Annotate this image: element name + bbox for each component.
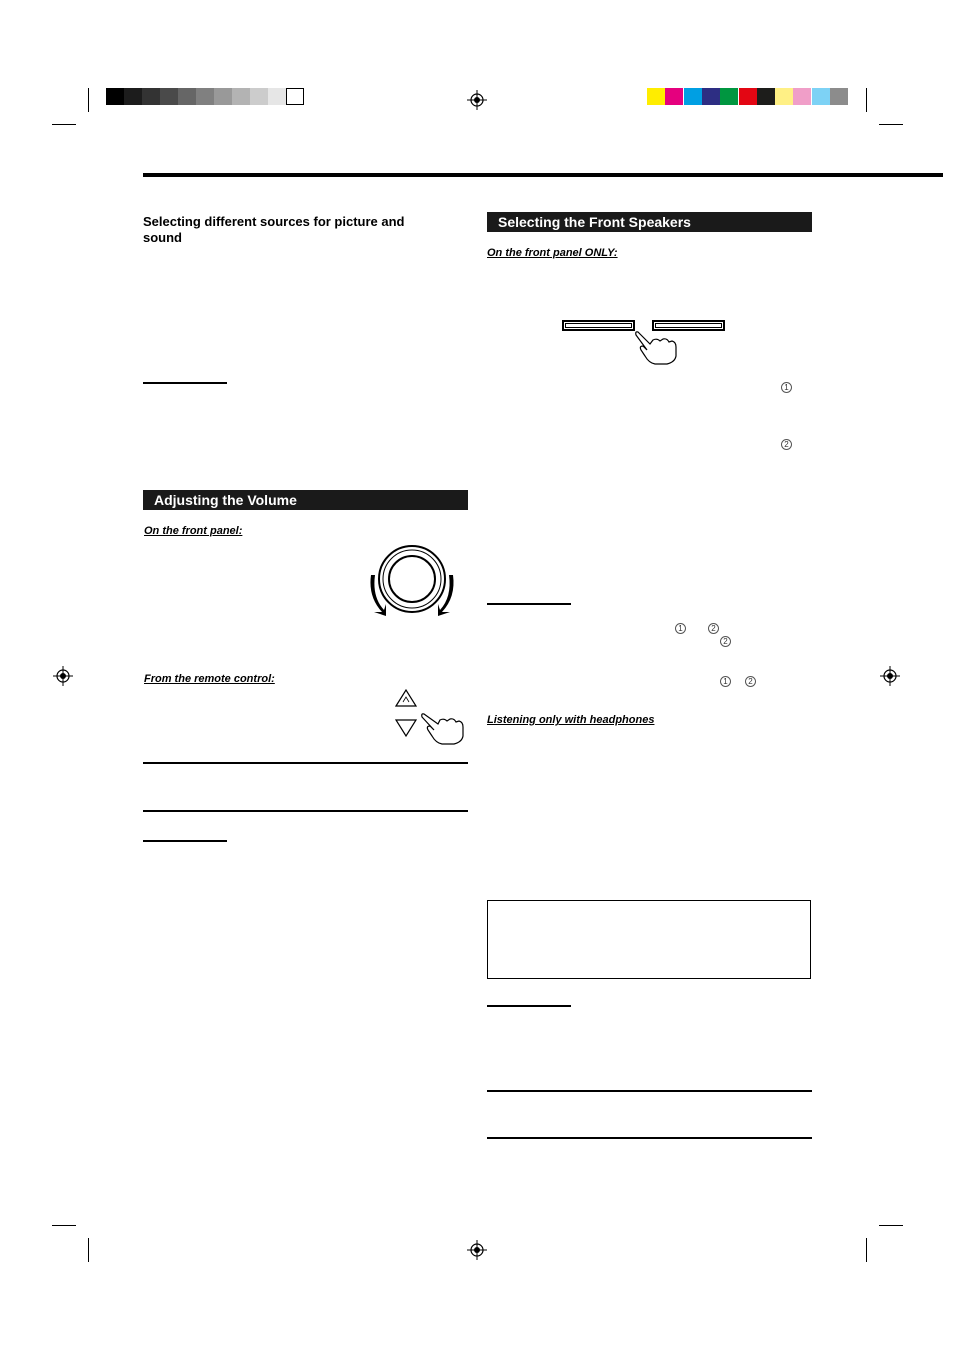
grayscale-swatch	[268, 88, 286, 105]
note-box	[487, 900, 811, 979]
front-panel-only-label: On the front panel ONLY:	[487, 247, 618, 259]
volume-knob-icon	[362, 542, 462, 617]
speakers-heading: Selecting the Front Speakers	[487, 212, 812, 232]
note-rule	[487, 603, 571, 605]
headphones-label: Listening only with headphones	[487, 714, 655, 726]
note-rule	[143, 840, 227, 842]
crop-mark	[866, 1238, 867, 1262]
grayscale-swatch	[160, 88, 178, 105]
color-swatch	[739, 88, 757, 105]
front-panel-label: On the front panel:	[144, 525, 243, 537]
pointing-hand-icon	[420, 708, 466, 746]
down-triangle-icon	[394, 718, 418, 738]
marker-1: 1	[675, 623, 686, 634]
grayscale-swatch	[178, 88, 196, 105]
marker-2: 2	[781, 439, 792, 450]
crop-mark	[52, 124, 76, 125]
grayscale-swatch	[124, 88, 142, 105]
marker-2: 2	[745, 676, 756, 687]
grayscale-swatch	[196, 88, 214, 105]
grayscale-swatch	[142, 88, 160, 105]
note-rule	[487, 1005, 571, 1007]
color-swatch	[647, 88, 665, 105]
registration-mark-icon	[467, 90, 487, 110]
grayscale-swatch	[214, 88, 232, 105]
grayscale-swatch	[250, 88, 268, 105]
speaker-button-1	[562, 320, 635, 331]
grayscale-swatch	[232, 88, 250, 105]
color-swatch	[720, 88, 738, 105]
pointing-hand-icon	[634, 330, 680, 368]
crop-mark	[52, 1225, 76, 1226]
registration-mark-icon	[880, 666, 900, 686]
grayscale-swatch	[106, 88, 124, 105]
crop-mark	[879, 124, 903, 125]
section-rule	[487, 1090, 812, 1092]
registration-mark-icon	[53, 666, 73, 686]
crop-mark	[879, 1225, 903, 1226]
sources-heading: Selecting different sources for picture and sound	[143, 214, 405, 245]
color-swatch	[665, 88, 683, 105]
marker-2: 2	[708, 623, 719, 634]
marker-1: 1	[720, 676, 731, 687]
page-top-rule	[143, 173, 943, 177]
section-rule	[143, 762, 468, 764]
section-rule	[143, 810, 468, 812]
grayscale-swatch	[286, 88, 304, 105]
color-swatch	[757, 88, 775, 105]
crop-mark	[866, 88, 867, 112]
note-rule	[143, 382, 227, 384]
volume-heading: Adjusting the Volume	[143, 490, 468, 510]
color-swatch	[793, 88, 811, 105]
color-swatch	[684, 88, 702, 105]
marker-2: 2	[720, 636, 731, 647]
crop-mark	[88, 88, 89, 112]
crop-mark	[88, 1238, 89, 1262]
section-rule	[487, 1137, 812, 1139]
color-swatch	[830, 88, 848, 105]
color-swatch	[775, 88, 793, 105]
registration-mark-icon	[467, 1240, 487, 1260]
remote-label: From the remote control:	[144, 673, 275, 685]
up-triangle-icon	[394, 688, 418, 708]
color-swatch	[702, 88, 720, 105]
marker-1: 1	[781, 382, 792, 393]
color-swatch	[812, 88, 830, 105]
